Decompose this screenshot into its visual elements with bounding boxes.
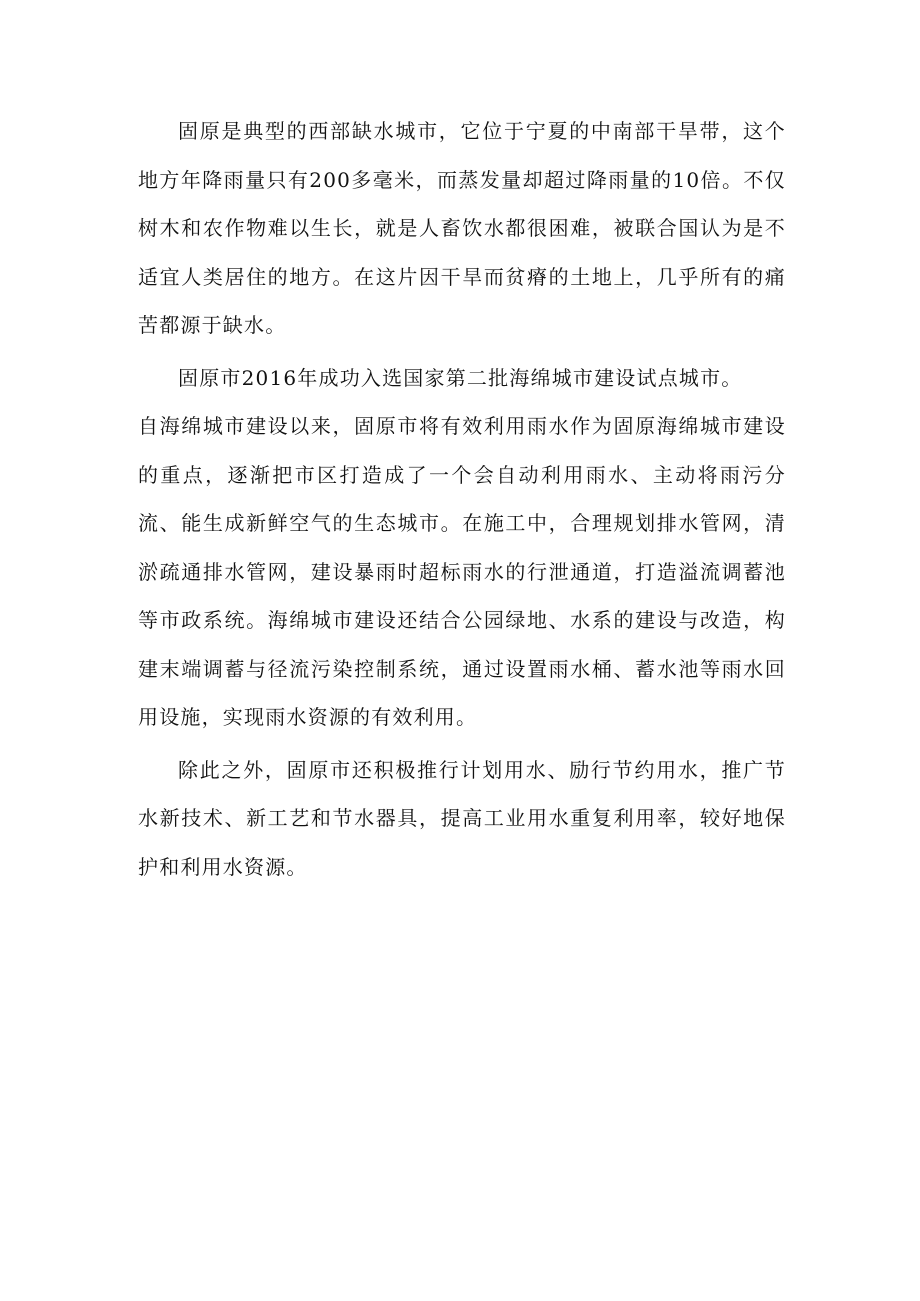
paragraph-1: 固原是典型的西部缺水城市，它位于宁夏的中南部干旱带，这个地方年降雨量只有200多毫米，而蒸发量却超过降雨量的10倍。不仅树木和农作物难以生长，就是人畜饮水都很困难，被联合国认为是不适宜人类居住的地方。在这片因干旱而贫瘠的土地上，几乎所有的痛苦都源于缺水。	[138, 119, 786, 337]
paragraph-3: 自海绵城市建设以来，固原市将有效利用雨水作为固原海绵城市建设的重点，逐渐把市区打造成了一个会自动利用雨水、主动将雨污分流、能生成新鲜空气的生态城市。在施工中，合理规划排水管网，清淤疏通排水管网，建设暴雨时超标雨水的行泄通道，打造溢流调蓄池等市政系统。海绵城市建设还结合公园绿地、水系的建设与改造，构建末端调蓄与径流污染控制系统，通过设置雨水桶、蓄水池等雨水回用设施，实现雨水资源的有效利用。	[138, 414, 786, 729]
document-body	[138, 107, 786, 891]
paragraph-4: 除此之外，固原市还积极推行计划用水、励行节约用水，推广节水新技术、新工艺和节水器具，提高工业用水重复利用率，较好地保护和利用水资源。	[138, 757, 786, 879]
paragraph-2: 固原市2016年成功入选国家第二批海绵城市建设试点城市。	[178, 365, 743, 390]
